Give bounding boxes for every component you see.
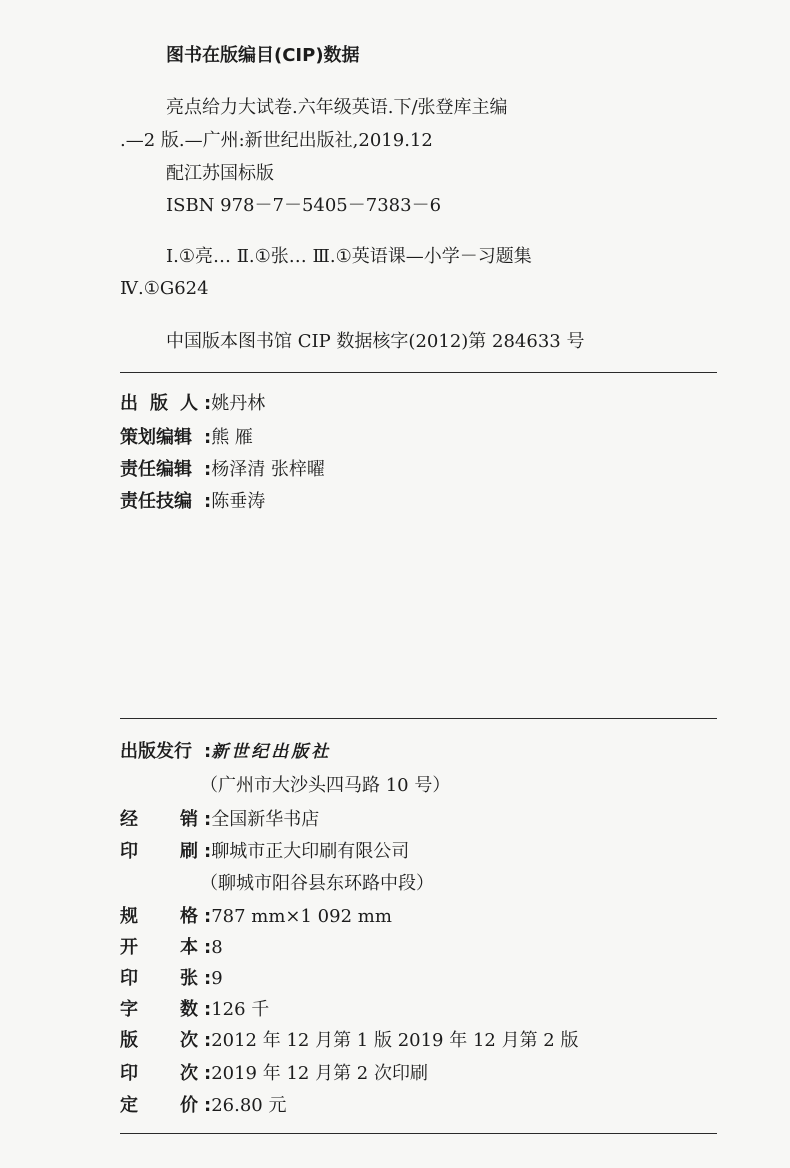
pub-edition-row: 版 次 :2012 年 12 月第 1 版 2019 年 12 月第 2 版: [120, 1030, 579, 1051]
pub-value: 2019 年 12 月第 2 次印刷: [211, 1063, 428, 1084]
pub-issuer-row: 出版发行 :新世纪出版社: [120, 741, 332, 762]
cip-record-number: 中国版本图书馆 CIP 数据核字(2012)第 284633 号: [166, 331, 585, 352]
pub-printing-row: 印 次 :2019 年 12 月第 2 次印刷: [120, 1063, 428, 1084]
staff-label: 责任编辑: [120, 459, 192, 480]
pub-printer-row: 印 刷 :聊城市正大印刷有限公司: [120, 841, 410, 862]
staff-label: 出 版 人: [120, 393, 198, 414]
staff-value: 陈垂涛: [211, 491, 266, 512]
pub-price-row: 定 价 :26.80 元: [120, 1095, 287, 1116]
pub-value: 126 千: [211, 999, 270, 1020]
pub-value: 全国新华书店: [211, 809, 320, 830]
staff-label: 责任技编: [120, 491, 192, 512]
staff-responsible-editor-row: 责任编辑 :杨泽清 张梓曜: [120, 459, 325, 480]
cip-heading: 图书在版编目(CIP)数据: [166, 45, 360, 66]
staff-planning-editor-row: 策划编辑 :熊 雁: [120, 427, 253, 448]
publisher-seal-logo: 新世纪出版社: [211, 742, 332, 762]
cip-version-line: 配江苏国标版: [166, 163, 274, 184]
pub-issuer-address: （广州市大沙头四马路 10 号）: [200, 775, 451, 796]
cip-isbn-line: ISBN 978－7－5405－7383－6: [166, 195, 442, 216]
pub-sheets-row: 印 张 :9: [120, 968, 223, 989]
pub-value: 787 mm×1 092 mm: [211, 906, 392, 927]
pub-words-row: 字 数 :126 千: [120, 999, 270, 1020]
pub-kai-row: 开 本 :8: [120, 937, 223, 958]
cip-classification-line: Ⅰ.①亮… Ⅱ.①张… Ⅲ.①英语课—小学－习题集: [166, 246, 532, 267]
divider-middle: [120, 718, 717, 719]
pub-value: 26.80 元: [211, 1095, 287, 1116]
staff-technical-editor-row: 责任技编 :陈垂涛: [120, 491, 266, 512]
divider-top: [120, 372, 717, 373]
staff-value: 熊 雁: [211, 427, 253, 448]
divider-bottom: [120, 1133, 717, 1134]
cip-edition-line: .—2 版.—广州:新世纪出版社,2019.12: [120, 130, 433, 151]
pub-label: 出版发行: [120, 741, 192, 762]
staff-label: 策划编辑: [120, 427, 192, 448]
pub-value: 聊城市正大印刷有限公司: [211, 841, 410, 862]
cip-classification-code: Ⅳ.①G624: [120, 278, 209, 299]
staff-value: 杨泽清 张梓曜: [211, 459, 325, 480]
pub-value: 8: [211, 937, 223, 958]
pub-distributor-row: 经 销 :全国新华书店: [120, 809, 320, 830]
pub-printer-address: （聊城市阳谷县东环路中段）: [200, 873, 434, 894]
cip-title-line: 亮点给力大试卷.六年级英语.下/张登库主编: [166, 97, 508, 118]
pub-format-row: 规 格 :787 mm×1 092 mm: [120, 906, 392, 927]
pub-value: 2012 年 12 月第 1 版 2019 年 12 月第 2 版: [211, 1030, 579, 1051]
pub-value: 9: [211, 968, 223, 989]
staff-publisher-row: 出 版 人 :姚丹林: [120, 393, 266, 414]
staff-value: 姚丹林: [211, 393, 266, 414]
